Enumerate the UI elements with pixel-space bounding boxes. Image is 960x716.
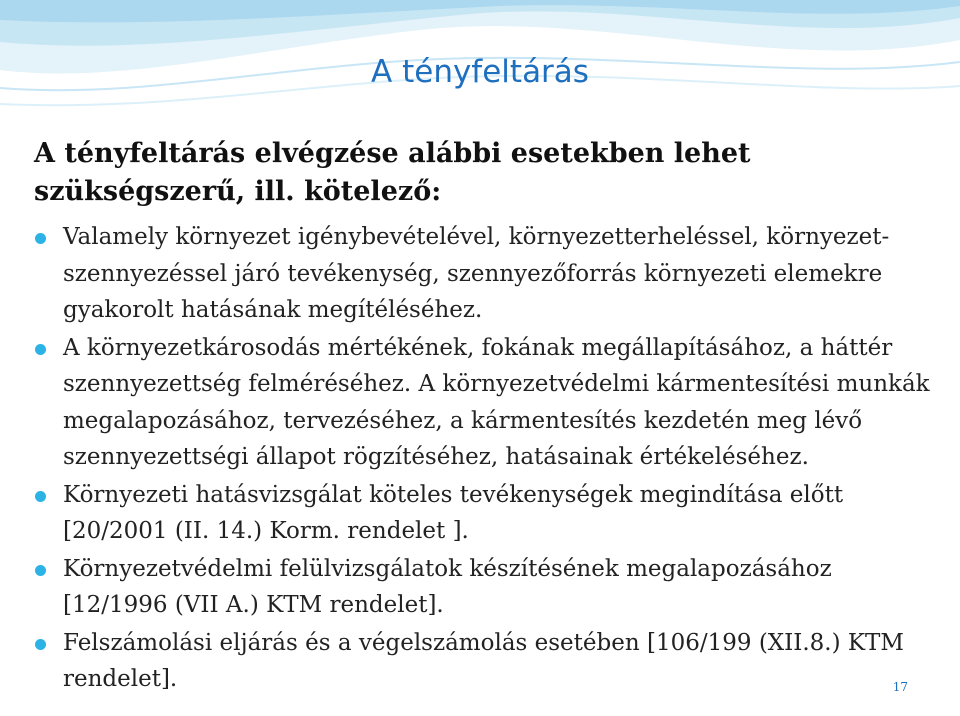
bullet-item (34, 625, 934, 698)
intro-text: A tényfeltárás elvégzése alábbi esetekben lehet szükségszerű, ill. kötelező: (34, 138, 751, 207)
slide-body (34, 135, 934, 699)
bullet-text: Környezetvédelmi felülvizsgálatok készítésének megalapozásához [12/1996 (VII A.) KTM rendelet]. (63, 555, 832, 618)
bullet-text: Valamely környezet igénybevételével, környezetterheléssel, környezet-szennyezéssel járó tevékenység, szennyezőforrás környezeti elemekre gyakorolt hatásának megítéléséhez. (63, 224, 890, 323)
bullet-text: Felszámolási eljárás és a végelszámolás esetében [106/199 (XII.8.) KTM rendelet]. (63, 629, 904, 692)
slide-title: A tényfeltárás (371, 54, 589, 90)
bullet-text: A környezetkárosodás mértékének, fokának megállapításához, a háttér szennyezettség felméréséhez. A környezetvédelmi kármentesítési munkák megalapozásához, tervezéséhez, a kármentesítés kezdetén meg lévő szennyezettségi állapot rögzítéséhez, hatásainak értékeléséhez. (63, 334, 930, 470)
page-number: 17 (892, 680, 908, 694)
bullet-item (34, 477, 934, 550)
bullet-item (34, 330, 934, 476)
bullet-dot-icon (35, 639, 46, 650)
bullet-dot-icon (35, 565, 46, 576)
bullet-text: Környezeti hatásvizsgálat köteles tevékenységek megindítása előtt [20/2001 (II. 14.) Korm. rendelet ]. (63, 481, 844, 544)
bullet-dot-icon (35, 344, 46, 355)
bullet-dot-icon (35, 233, 46, 244)
bullet-item (34, 551, 934, 624)
bullet-dot-icon (35, 491, 46, 502)
bullet-list (34, 219, 934, 698)
bullet-item (34, 219, 934, 329)
